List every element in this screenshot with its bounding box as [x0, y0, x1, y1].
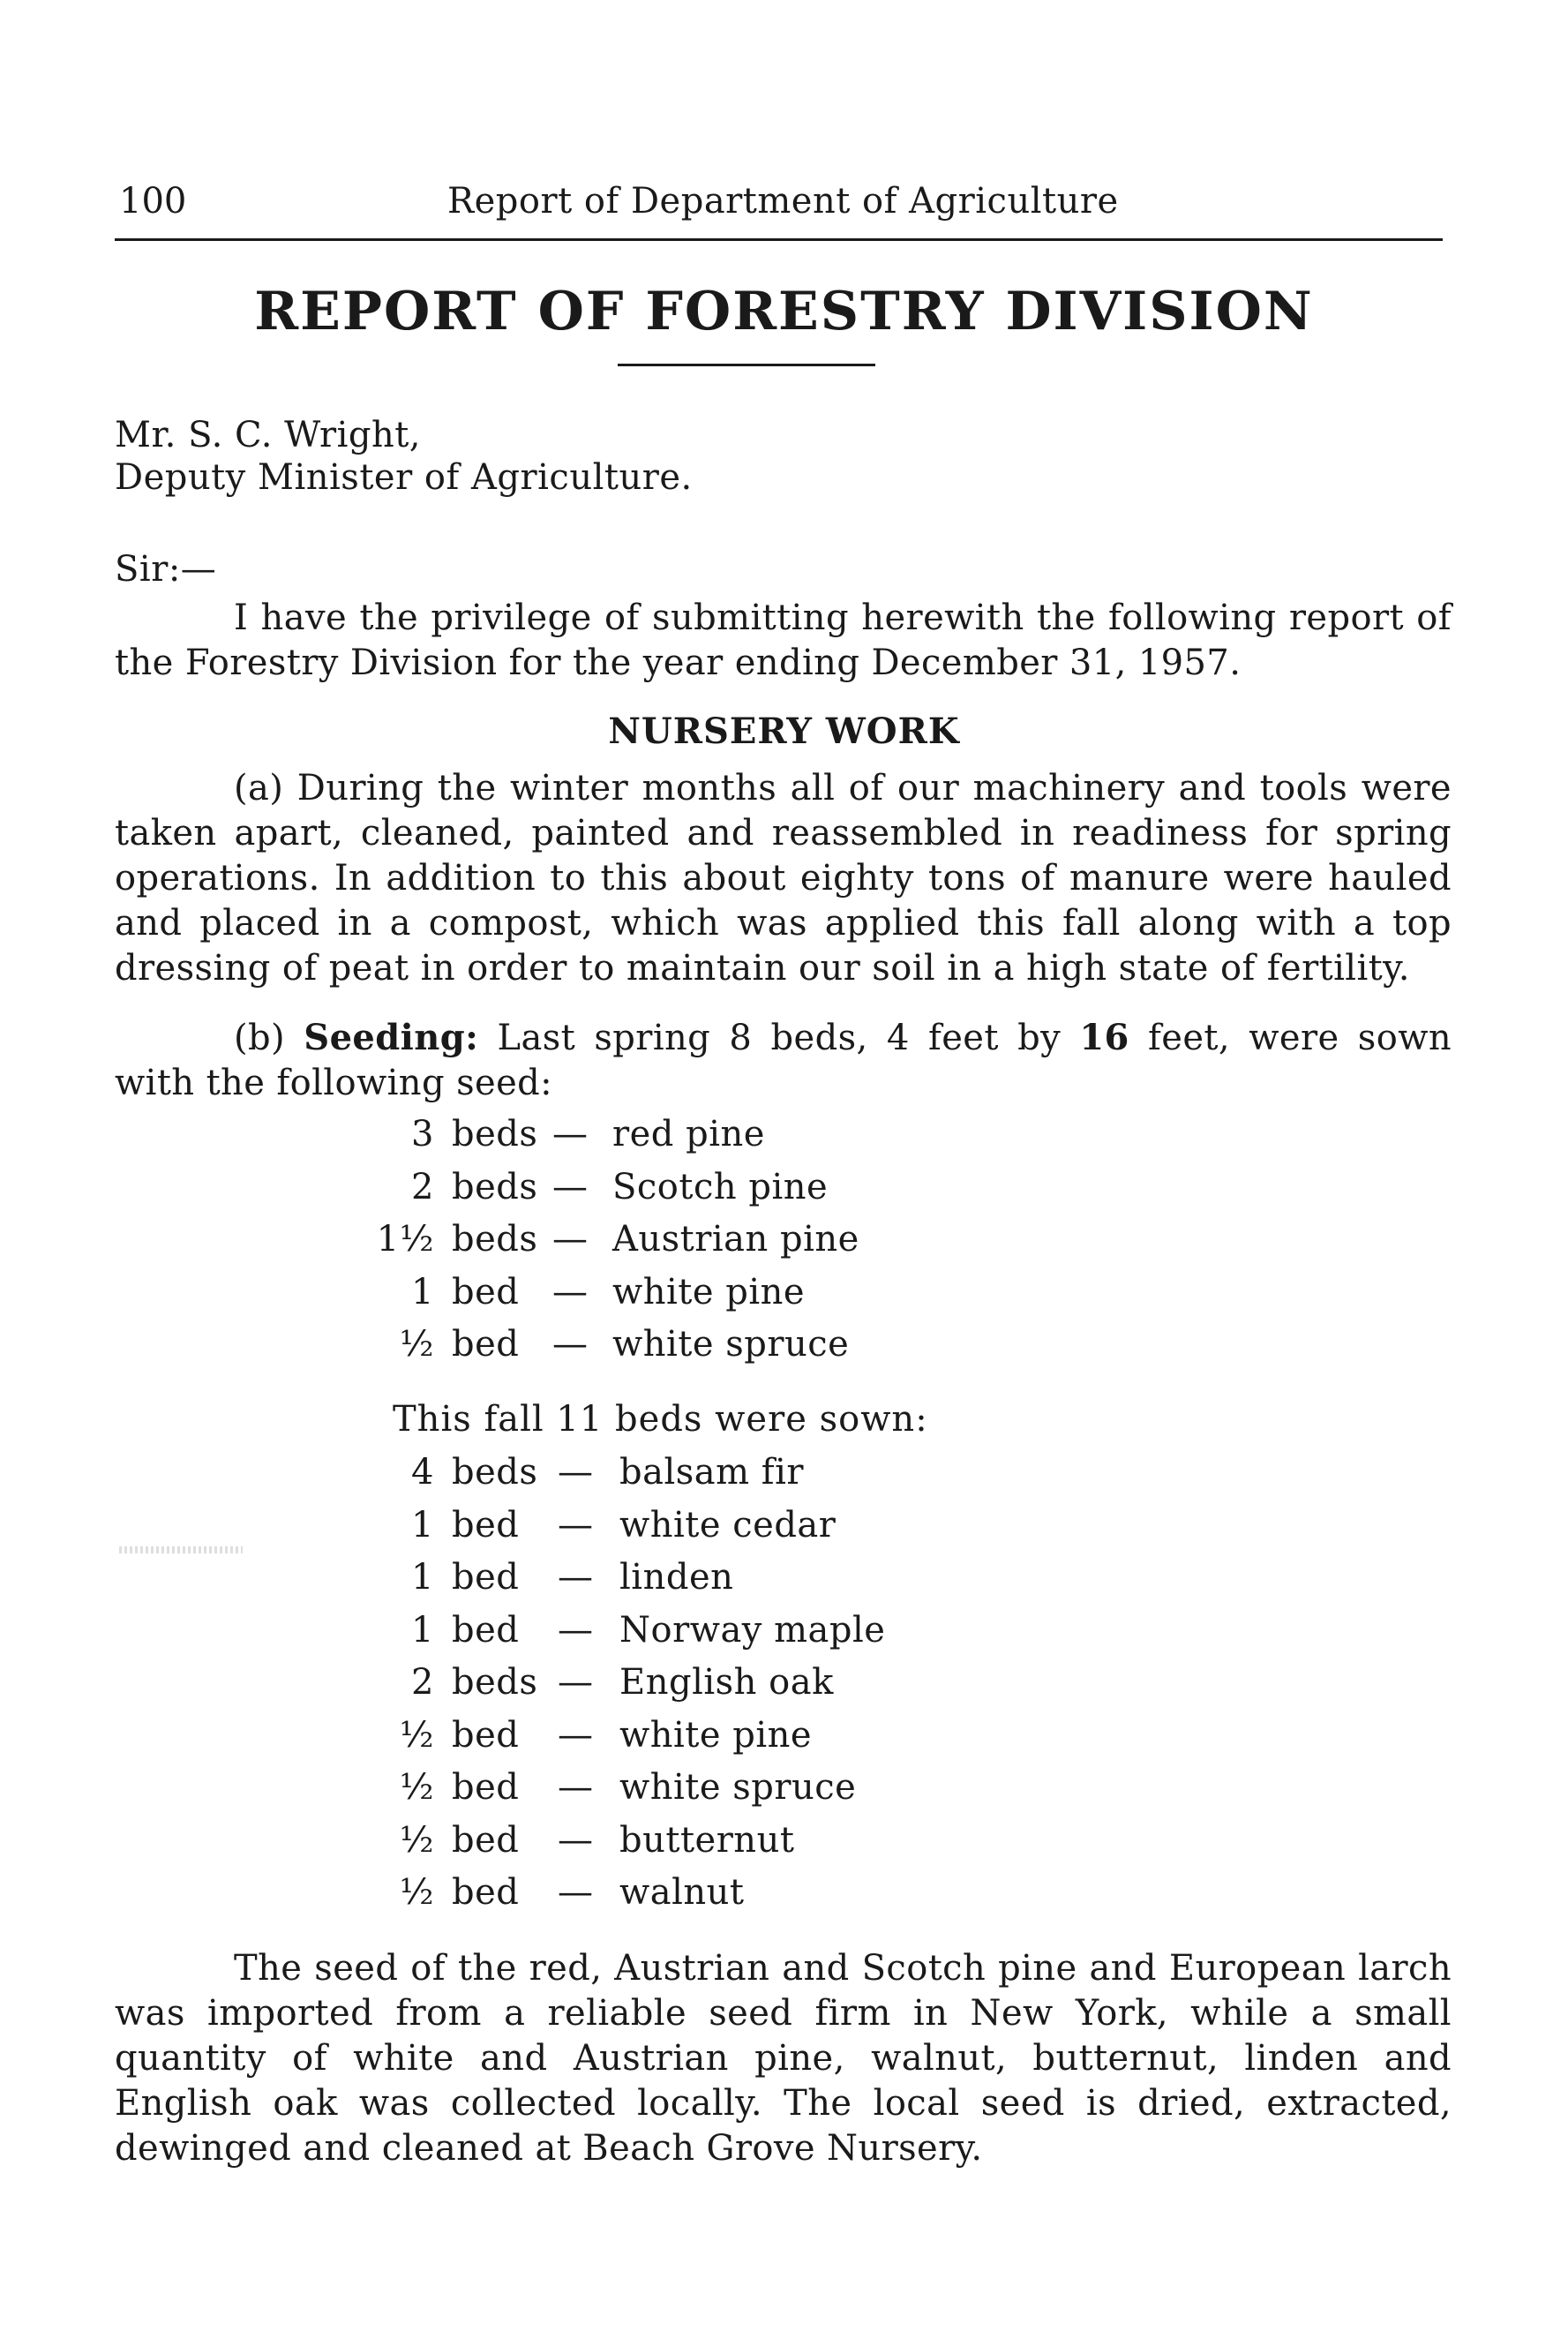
list-item-species: Scotch pine — [612, 1166, 829, 1207]
para-b-label: Seeding: — [304, 1017, 479, 1058]
list-item-unit: bed — [452, 1504, 520, 1546]
list-item-dash: — — [558, 1872, 594, 1913]
closing-text: The seed of the red, Austrian and Scotch pine and European larch was imported from a reliable seed firm in New York, while a small quantity of white and Austrian pine, walnut, butternut, linden and English oak was collected locally. The local seed is dried, extracted, dewinged and cleaned at Beach Grove Nursery. — [115, 1948, 1452, 2169]
list-item-quantity: 2 — [411, 1166, 434, 1207]
list-item-species: white pine — [612, 1271, 806, 1312]
list-item-species: white spruce — [612, 1324, 850, 1365]
list-item — [0, 1114, 1568, 1167]
list-item-species: English oak — [619, 1662, 834, 1703]
list-item — [0, 1272, 1568, 1325]
list-item-species: Austrian pine — [612, 1219, 859, 1260]
fall-intro: This fall 11 beds were sown: — [393, 1399, 928, 1440]
list-item-quantity: 3 — [411, 1114, 434, 1154]
list-item-quantity: 1 — [411, 1557, 434, 1598]
para-b-text-2: feet, were sown with the following seed: — [115, 1018, 1452, 1103]
para-b-prefix: (b) — [234, 1018, 304, 1058]
para-b-text-1: Last spring 8 beds, 4 feet by — [478, 1018, 1080, 1058]
list-item-quantity: 2 — [411, 1662, 434, 1703]
page-number: 100 — [119, 181, 187, 222]
list-item — [0, 1872, 1568, 1925]
paragraph-b — [115, 1015, 1452, 1106]
list-item — [0, 1167, 1568, 1220]
list-item-unit: beds — [452, 1452, 538, 1493]
list-item-species: white cedar — [619, 1504, 837, 1546]
salutation: Sir:— — [115, 549, 217, 590]
list-item — [0, 1219, 1568, 1272]
list-item — [0, 1715, 1568, 1768]
list-item-unit: bed — [452, 1819, 520, 1861]
list-item-quantity: 1 — [411, 1271, 434, 1312]
list-item-dash: — — [558, 1557, 594, 1598]
addressee-position: Deputy Minister of Agriculture. — [115, 457, 693, 498]
list-item-dash: — — [552, 1324, 589, 1365]
list-item-unit: bed — [452, 1271, 520, 1312]
list-item-unit: bed — [452, 1767, 520, 1808]
list-item-quantity: ½ — [399, 1819, 434, 1861]
section-heading: NURSERY WORK — [608, 711, 960, 752]
list-item-species: walnut — [619, 1872, 745, 1913]
list-item-quantity: 4 — [411, 1452, 434, 1493]
list-item-unit: beds — [452, 1166, 538, 1207]
list-item-species: white spruce — [619, 1767, 857, 1808]
para-b-bold-number: 16 — [1079, 1017, 1129, 1058]
title-rule — [618, 364, 875, 366]
list-item — [0, 1452, 1568, 1505]
list-item-unit: bed — [452, 1872, 520, 1913]
list-item-quantity: ½ — [399, 1872, 434, 1913]
list-item-species: linden — [619, 1557, 734, 1598]
intro-paragraph: I have the privilege of submitting herewith the following report of the Forestry Division for the year ending December 31, 1957. — [115, 598, 1452, 683]
list-item — [0, 1324, 1568, 1377]
list-item-species: balsam fir — [619, 1452, 804, 1493]
paragraph-a: (a) During the winter months all of our machinery and tools were taken apart, cleaned, painted and reassembled in readiness for spring operations. In addition to this about eighty tons of manure were hauled and placed in a compost, which was applied this fall along with a top dressing of peat in order to maintain our soil in a high state of fertility. — [115, 768, 1452, 989]
list-item-dash: — — [558, 1662, 594, 1703]
report-title: REPORT OF FORESTRY DIVISION — [254, 281, 1314, 342]
page-header — [119, 181, 1443, 234]
list-item-quantity: ½ — [399, 1714, 434, 1756]
list-item-quantity: 1½ — [376, 1219, 434, 1260]
list-item-unit: bed — [452, 1324, 520, 1365]
list-item-dash: — — [558, 1819, 594, 1861]
list-item — [0, 1767, 1568, 1820]
running-title: Report of Department of Agriculture — [447, 181, 1119, 222]
list-item — [0, 1557, 1568, 1610]
list-item-species: Norway maple — [619, 1609, 886, 1651]
list-item-dash: — — [552, 1271, 589, 1312]
list-item-species: red pine — [612, 1114, 765, 1154]
list-item — [0, 1610, 1568, 1663]
list-item-dash: — — [552, 1166, 589, 1207]
list-item-unit: beds — [452, 1219, 538, 1260]
closing-paragraph — [115, 1946, 1452, 2171]
list-item-unit: bed — [452, 1714, 520, 1756]
list-item — [0, 1662, 1568, 1715]
list-item-species: white pine — [619, 1714, 813, 1756]
list-item-dash: — — [558, 1452, 594, 1493]
list-item-dash: — — [558, 1714, 594, 1756]
list-item-dash: — — [558, 1609, 594, 1651]
list-item-dash: — — [558, 1504, 594, 1546]
addressee-name: Mr. S. C. Wright, — [115, 415, 422, 455]
list-item-dash: — — [552, 1219, 589, 1260]
list-item-unit: bed — [452, 1609, 520, 1651]
header-rule — [115, 238, 1443, 241]
list-item-quantity: ½ — [399, 1324, 434, 1365]
list-item-quantity: ½ — [399, 1767, 434, 1808]
scan-smudge — [119, 1546, 243, 1553]
list-item-dash: — — [552, 1114, 589, 1154]
list-item-species: butternut — [619, 1819, 795, 1861]
list-item-unit: bed — [452, 1557, 520, 1598]
list-item-unit: beds — [452, 1114, 538, 1154]
list-item-unit: beds — [452, 1662, 538, 1703]
list-item-quantity: 1 — [411, 1504, 434, 1546]
list-item-dash: — — [558, 1767, 594, 1808]
list-item-quantity: 1 — [411, 1609, 434, 1651]
list-item — [0, 1820, 1568, 1873]
